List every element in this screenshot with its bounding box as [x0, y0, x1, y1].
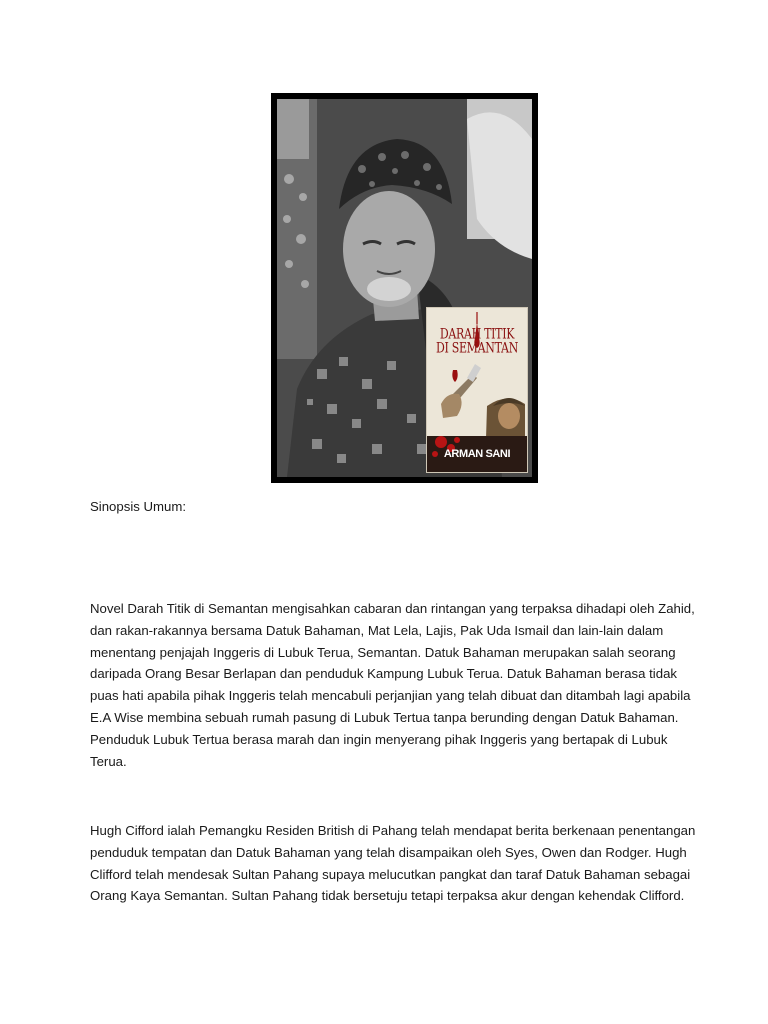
portrait-photo-frame	[271, 93, 538, 483]
book-cover-author: ARMAN SANI	[443, 448, 511, 460]
book-cover-inset	[426, 307, 528, 473]
synopsis-paragraph-2: Hugh Cifford ialah Pemangku Residen British di Pahang telah mendapat berita berkenaan penentangan penduduk tempatan dan Datuk Bahaman yang telah disampaikan oleh Syes, Owen dan Rodger. Hugh Clifford telah mendesak Sultan Pahang supaya melucutkan pangkat dan taraf Datuk Bahaman sebagai Orang Kaya Semantan. Sultan Pahang tidak bersetuju tetapi terpaksa akur dengan kehendak Clifford.	[90, 823, 696, 904]
portrait-photo	[277, 99, 532, 477]
book-cover-title: DARAH TITIK DI SEMANTAN	[435, 326, 519, 356]
section-heading: Sinopsis Umum:	[90, 499, 187, 514]
synopsis-paragraph-1: Novel Darah Titik di Semantan mengisahkan cabaran dan rintangan yang terpaksa dihadapi oleh Zahid, dan rakan-rakannya bersama Datuk Bahaman, Mat Lela, Lajis, Pak Uda Ismail dan lain-lain dalam menentang penjajah Inggeris di Lubuk Terua, Semantan. Datuk Bahaman merupakan salah seorang daripada Orang Besar Berlapan dan penduduk Kampung Lubuk Terua. Datuk Bahaman berasa tidak puas hati apabila pihak Inggeris telah mencabuli perjanjian yang telah dibuat dan ditambah lagi apabila E.A Wise membina sebuah rumah pasung di Lubuk Tertua tanpa berunding dengan Datuk Bahaman. Penduduk Lubuk Tertua berasa marah dan ingin menyerang pihak Inggeris yang bertapak di Lubuk Terua.	[90, 601, 695, 769]
